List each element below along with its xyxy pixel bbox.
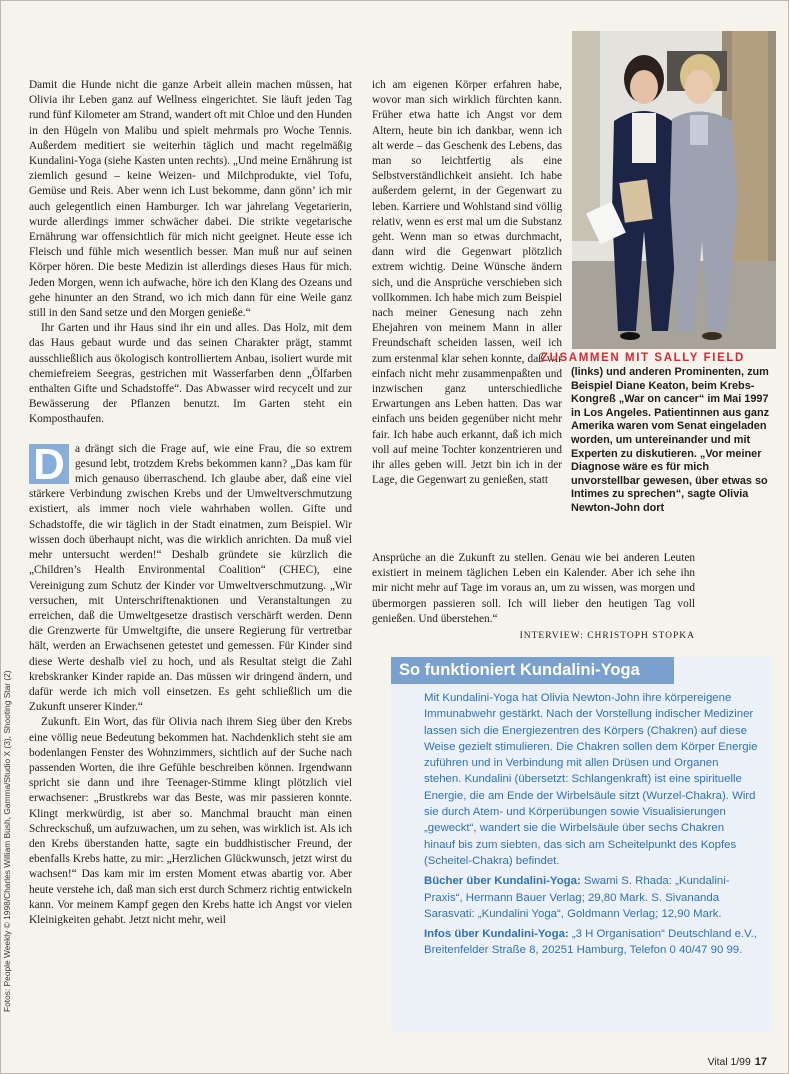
photo-caption [541, 352, 779, 516]
info-text: „3 H Organisation“ Deutschland e.V., Breitenfelder Straße 8, 20251 Hamburg, Telefon 0 40/47 90 99. [424, 928, 757, 957]
article-middle-column [372, 78, 562, 488]
dropcap-letter: D [29, 444, 69, 484]
books-label: Bücher über Kundalini-Yoga: [424, 875, 581, 888]
article-paragraph: Ihr Garten und ihr Haus sind ihr ein und alles. Das Holz, mit dem das Haus gebaut wurde und das seinen Charakter prägt, stammt ausschließlich aus ökologisch kontrolliertem Anbau, isoliert wurde mit chemiefreiem Seegras, gestrichen mit Wasserfarben denn „Ölfarben enthalten Gifte und Schadstoffe“. Das Abwasser wird recycelt und zur Bewässerung der Pflanzen benutzt. Im Garten steht ein Komposthaufen. [29, 322, 352, 426]
caption-text: (links) und anderen Prominenten, zum Beispiel Diane Keaton, beim Krebs-Kongreß „War on cancer“ im Mai 1997 in Los Angeles. Patientinnen aus ganz Amerika waren vom Senat eingeladen worden, um untereinander und mit Experten zu diskutieren. „Vor meiner Diagnose wäre es für mich unvorstellbar gewesen, über etwas so Intimes zu sprechen“, sagte Olivia Newton-John dort [571, 366, 770, 514]
page-footer [708, 1056, 767, 1068]
books-text: Swami S. Rhada: „Kundalini-Praxis“, Hermann Bauer Verlag; 29,80 Mark. S. Sivananda Sarasvati: „Kundalini Yoga“, Goldmann Verlag; 12,90 Mark. [424, 875, 730, 920]
photo-sally-field-olivia [572, 31, 776, 349]
photo-credit-vertical: Fotos: People Weekly © 1998/Charles William Bush, Gamma/Studio X (3), Shooting Star (2) [2, 670, 12, 1012]
article-paragraph: Zukunft. Ein Wort, das für Olivia nach ihrem Sieg über den Krebs eine völlig neue Bedeutung bekommen hat. Nachdenklich steht sie am bodenlangen Fenster des Wohnzimmers, sichtlich auf der Suche nach passenden Worten, die ihre Gefühle beschreiben können. Irgendwann spricht sie dann und ihre Teenager-Stimme klingt plötzlich viel erwachsener: „Brustkrebs war das Beste, was mir passieren konnte. Klingt merkwürdig, ist aber so. Manchmal braucht man einen Schreckschuß, um aufzuwachen, um zu sehen, was wirklich ist. Als ich den Krebs überstanden hatte, sagte ein buddhistischer Freund, der ebenfalls Krebs hatte, zu mir: „Herzlichen Glückwunsch, jetzt wirst du wachsen!“ Das kam mir im ersten Moment etwas abartig vor. Aber heute verstehe ich, daß man sich erst durch Schmerz richtig entwickeln kann. Vor meinem Kampf gegen den Krebs hatte ich Angst vor vielen Kleinigkeiten gehabt. Jetzt nicht mehr, weil [29, 716, 352, 926]
article-paragraph: Damit die Hunde nicht die ganze Arbeit allein machen müssen, hat Olivia ihr Leben ganz auf Wellness eingerichtet. Sie läuft jeden Tag rund fünf Kilometer am Strand, wandert oft mit Chloe und den Hunden in den Hügeln von Malibu und spielt mehrmals pro Woche Tennis. Außerdem meditiert sie weiterhin täglich und macht regelmäßig Kundalini-Yoga (siehe Kasten unten rechts). „Und meine Ernährung ist ziemlich gesund – keine Weizen- und Milchprodukte, viel Tofu, Gemüse und Reis. Aber wenn ich Lust bekomme, dann gönn’ ich mir auch gelegentlich einen Hamburger. Ich war jahrelang Vegetarierin, wurde allerdings immer schwächer dabei. Die strikte vegetarische Ernährung war offensichtlich für mich nicht geeignet. Heute esse ich Fleisch und fühle mich wesentlich besser. Man muß nur auf seinen Körper hören. Die beste Medizin ist allerdings dieses Haus für mich. Jeden Morgen, wenn ich aufwache, höre ich den Klang des Ozeans und gehe hinunter an den Strand, wo ich mich dann für eine Weile ganz still in den Sand setze und den Morgen genieße.“ [29, 79, 352, 320]
interview-credit: INTERVIEW: CHRISTOPH STOPKA [519, 631, 695, 642]
article-paragraph-dropcap [29, 439, 352, 716]
page-number: 17 [754, 1056, 767, 1068]
kundalini-books [424, 873, 758, 922]
issue-label: Vital 1/99 [707, 1057, 751, 1068]
caption-heading: ZUSAMMEN MIT SALLY FIELD [541, 352, 745, 364]
kundalini-box-body [424, 690, 758, 959]
article-paragraph: ich am eigenen Körper erfahren habe, wovor man sich wirklich fürchten kann. Früher etwa hatte ich Angst vor dem Altern, heute bin ich dankbar, wenn ich alt werde – das Geschenk des Lebens, das man so leichtfertig als eine Selbstverständlichkeit ansieht. Ich habe außerdem gelernt, in der Gegenwart zu leben. Karriere und Wohlstand sind völlig relativ, wenn es erst mal um die Substanz geht. Wenn man so etwas durchmacht, dann wird die Gegenwart plötzlich extrem wichtig. Deine Wünsche ändern sich, und die Ansprüche verschieben sich vollkommen. Ich habe mich zum Beispiel nach meiner Genesung nach zehn Ehejahren von meinem Mann in aller Freundschaft scheiden lassen, weil ich zum erstenmal klar sehen konnte, daß wir einfach nicht mehr zusammenpaßten und inzwischen ganz unterschiedliche Erwartungen ans Leben hatten. Das war einfach uns beiden gegenüber nicht mehr fair. Ich habe auch erkannt, daß ich mich voll auf meine Tochter konzentrieren und ihr alles geben will. Jetzt bin ich in der Lage, die Gegenwart zu genießen, statt [372, 79, 562, 487]
photo-illustration [572, 31, 776, 349]
dropcap-paragraph-text: a drängt sich die Frage auf, wie eine Frau, die so extrem gesund lebt, trotzdem Krebs bekommen kann? „Das kam für mich genauso überraschend. Ich glaube aber, daß eine viel stärkere Verbindung zwischen Krebs und der Umweltverschmutzung existiert, als immer noch viele wahrhaben wollen. Gifte und Schadstoffe, die wir täglich in der Stadt einatmen, zum Beispiel. Wir wissen doch überhaupt nicht, was die wirklich anrichten. Da muß viel mehr untersucht werden!“ Deshalb gründete sie kürzlich die „Children’s Health Environmental Coalition“ (CHEC), eine Vereinigung zum Schutz der Kinder vor Umweltverschmutzung. „Wir versuchen, mit Unterschriftenaktionen und Veranstaltungen zu erreichen, daß die Umweltgesetze drastisch verschärft werden. Denn die Grenzwerte für Umweltgifte, die unsere Regierung für vertretbar hält, werden an Erwachsenen getestet und gemessen. Für Kinder sind diese Werte deshalb viel zu hoch, und als Resultat steigt die Zahl krebskranker Kinder rapide an. Das müssen wir dringend ändern, und dafür werde ich mich voll einsetzen. Es geht schließlich um die Zukunft unserer Kinder.“ [29, 442, 352, 714]
article-paragraph: Ansprüche an die Zukunft zu stellen. Genau wie bei anderen Leuten existiert in meinem täglichen Leben ein Kalender. Aber ich sehe ihn mir nicht mehr auf Tage im voraus an, um zu wissen, was morgen und übermorgen passieren soll. Ich will lieber den heutigen Tag voll genießen. Und überstehen.“ [372, 552, 695, 625]
kundalini-description: Mit Kundalini-Yoga hat Olivia Newton-John ihre körpereigene Immunabwehr gestärkt. Nach der Vorstellung indischer Mediziner lassen sich die Energiezentren des Körpers (Chakren) auf diese Weise gezielt stimulieren. Die Chakren sollen dem Körper Energie zuführen und in Verbindung mit allen Drüsen und Organen stehen. Kundalini (übersetzt: Schlangenkraft) ist eine spirituelle Energie, die am Ende der Wirbelsäule sitzt (Wurzel-Chakra). Wird sie durch Atem- und Körperübungen sowie Visualisierungen „geweckt“, wandert sie die Wirbelsäule über sechs Chakren hinauf bis zum siebten, das sich am Scheitelpunkt des Kopfes (Scheitel-Chakra) befindet. [424, 692, 758, 867]
kundalini-box-title: So funktioniert Kundalini-Yoga [391, 657, 674, 684]
article-left-column [29, 78, 352, 928]
article-middle-column-continued [372, 551, 695, 644]
kundalini-info [424, 926, 758, 959]
info-label: Infos über Kundalini-Yoga: [424, 928, 569, 941]
kundalini-info-box [391, 657, 772, 1031]
